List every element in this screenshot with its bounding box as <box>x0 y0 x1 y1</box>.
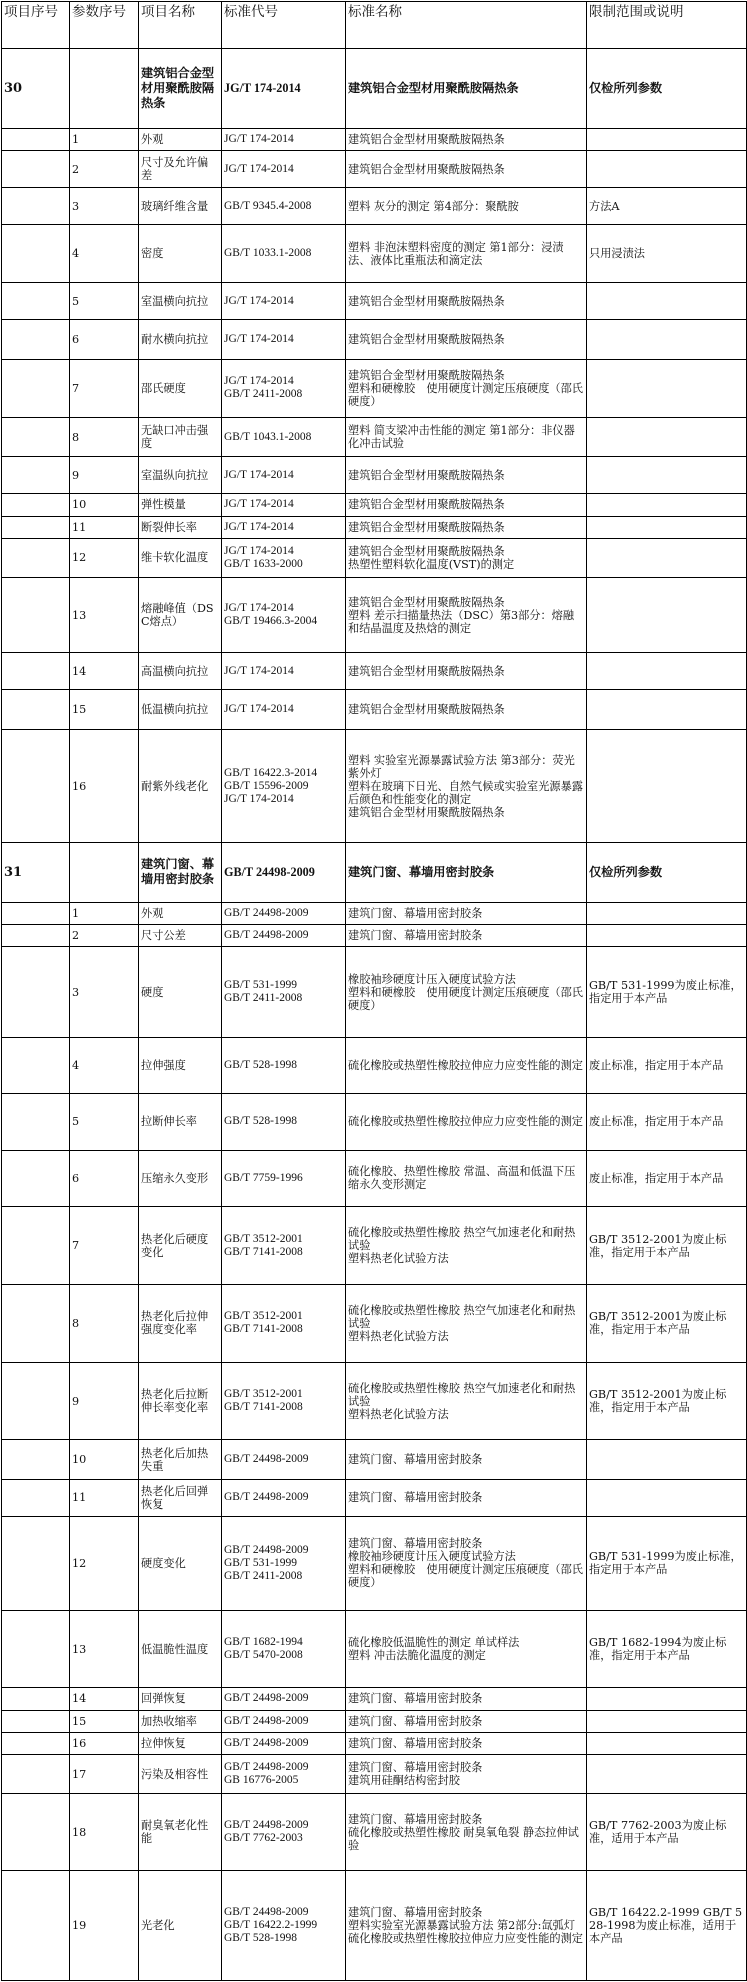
project-no-empty <box>2 653 70 690</box>
param-number: 3 <box>70 947 139 1038</box>
remark <box>587 690 747 729</box>
group-standard-code: GB/T 24498-2009 <box>222 843 346 902</box>
table-row <box>2 578 747 653</box>
item-name: 热老化后拉断伸长率变化率 <box>139 1362 222 1440</box>
standard-name: 建筑门窗、幕墙用密封胶条 <box>346 1688 587 1710</box>
standard-code: JG/T 174-2014 GB/T 2411-2008 <box>222 359 346 417</box>
standard-name: 橡胶袖珍硬度计压入硬度试验方法 塑料和硬橡胶 使用硬度计测定压痕硬度（邵氏硬度） <box>346 947 587 1038</box>
item-name: 外观 <box>139 129 222 151</box>
standard-name: 建筑铝合金型材用聚酰胺隔热条 <box>346 653 587 690</box>
group-param-empty <box>70 843 139 902</box>
table-row <box>2 729 747 843</box>
header-standard-name: 标准名称 <box>346 2 587 49</box>
header-item-name: 项目名称 <box>139 2 222 49</box>
param-number: 19 <box>70 1870 139 1980</box>
standard-name: 硫化橡胶或热塑性橡胶拉伸应力应变性能的测定 <box>346 1038 587 1094</box>
standard-code: GB/T 24498-2009 GB 16776-2005 <box>222 1755 346 1794</box>
remark <box>587 1440 747 1479</box>
project-no-empty <box>2 1710 70 1732</box>
table-row <box>2 320 747 359</box>
item-name: 热老化后硬度变化 <box>139 1207 222 1285</box>
param-number: 12 <box>70 538 139 577</box>
item-name: 污染及相容性 <box>139 1755 222 1794</box>
standard-name: 建筑铝合金型材用聚酰胺隔热条 <box>346 129 587 151</box>
standard-code: JG/T 174-2014 <box>222 151 346 188</box>
item-name: 低温横向抗拉 <box>139 690 222 729</box>
project-no-empty <box>2 578 70 653</box>
remark <box>587 320 747 359</box>
standard-code: JG/T 174-2014 <box>222 457 346 494</box>
param-number: 16 <box>70 729 139 843</box>
item-name: 无缺口冲击强度 <box>139 417 222 456</box>
remark <box>587 578 747 653</box>
remark <box>587 538 747 577</box>
param-number: 5 <box>70 1093 139 1150</box>
standard-code: JG/T 174-2014 <box>222 320 346 359</box>
item-name: 玻璃纤维含量 <box>139 188 222 225</box>
table-row <box>2 1870 747 1980</box>
standard-code: GB/T 3512-2001 GB/T 7141-2008 <box>222 1362 346 1440</box>
param-number: 17 <box>70 1755 139 1794</box>
item-name: 光老化 <box>139 1870 222 1980</box>
standard-code: GB/T 1043.1-2008 <box>222 417 346 456</box>
item-name: 熔融峰值（DSC熔点） <box>139 578 222 653</box>
item-name: 硬度变化 <box>139 1516 222 1610</box>
standard-name: 建筑门窗、幕墙用密封胶条 <box>346 1479 587 1516</box>
table-row <box>2 417 747 456</box>
table-row <box>2 1150 747 1207</box>
table-row <box>2 902 747 924</box>
param-number: 11 <box>70 516 139 538</box>
standard-name: 塑料 灰分的测定 第4部分：聚酰胺 <box>346 188 587 225</box>
param-number: 7 <box>70 359 139 417</box>
table-row <box>2 1755 747 1794</box>
item-name: 拉伸恢复 <box>139 1732 222 1754</box>
remark <box>587 359 747 417</box>
project-no-empty <box>2 1755 70 1794</box>
remark <box>587 1732 747 1754</box>
standard-name: 建筑门窗、幕墙用密封胶条 <box>346 1440 587 1479</box>
remark <box>587 1688 747 1710</box>
item-name: 硬度 <box>139 947 222 1038</box>
remark <box>587 1755 747 1794</box>
param-number: 6 <box>70 1150 139 1207</box>
standard-name: 建筑铝合金型材用聚酰胺隔热条 <box>346 690 587 729</box>
standard-code: GB/T 9345.4-2008 <box>222 188 346 225</box>
param-number: 9 <box>70 1362 139 1440</box>
project-no-empty <box>2 151 70 188</box>
remark: 只用浸渍法 <box>587 225 747 283</box>
standard-code: GB/T 1033.1-2008 <box>222 225 346 283</box>
standard-name: 建筑门窗、幕墙用密封胶条 <box>346 1710 587 1732</box>
table-row <box>2 653 747 690</box>
group-number: 30 <box>2 49 70 129</box>
table-row <box>2 151 747 188</box>
standard-code: GB/T 24498-2009 GB/T 16422.2-1999 GB/T 528-1998 <box>222 1870 346 1980</box>
standard-code: GB/T 528-1998 <box>222 1038 346 1094</box>
param-number: 15 <box>70 690 139 729</box>
header-row <box>2 2 747 49</box>
standard-code: GB/T 24498-2009 GB/T 531-1999 GB/T 2411-2008 <box>222 1516 346 1610</box>
standard-name: 硫化橡胶或热塑性橡胶 热空气加速老化和耐热试验 塑料热老化试验方法 <box>346 1362 587 1440</box>
remark <box>587 1710 747 1732</box>
remark <box>587 1479 747 1516</box>
param-number: 13 <box>70 1610 139 1688</box>
param-number: 10 <box>70 494 139 516</box>
standard-name: 建筑门窗、幕墙用密封胶条 橡胶袖珍硬度计压入硬度试验方法 塑料和硬橡胶 使用硬度计测定压痕硬度（邵氏硬度） <box>346 1516 587 1610</box>
table-row <box>2 924 747 946</box>
remark: GB/T 16422.2-1999 GB/T 528-1998为废止标准，适用于本产品 <box>587 1870 747 1980</box>
remark <box>587 457 747 494</box>
table-row <box>2 1093 747 1150</box>
item-name: 弹性模量 <box>139 494 222 516</box>
project-no-empty <box>2 516 70 538</box>
standard-code: GB/T 7759-1996 <box>222 1150 346 1207</box>
param-number: 11 <box>70 1479 139 1516</box>
standard-name: 建筑铝合金型材用聚酰胺隔热条 塑料和硬橡胶 使用硬度计测定压痕硬度（邵氏硬度） <box>346 359 587 417</box>
item-name: 加热收缩率 <box>139 1710 222 1732</box>
project-no-empty <box>2 359 70 417</box>
remark: 废止标准，指定用于本产品 <box>587 1150 747 1207</box>
project-no-empty <box>2 457 70 494</box>
standards-table <box>1 1 747 1981</box>
param-number: 14 <box>70 1688 139 1710</box>
group-param-empty <box>70 49 139 129</box>
param-number: 8 <box>70 417 139 456</box>
item-name: 外观 <box>139 902 222 924</box>
standard-name: 建筑铝合金型材用聚酰胺隔热条 <box>346 457 587 494</box>
table-row <box>2 129 747 151</box>
standard-name: 建筑铝合金型材用聚酰胺隔热条 <box>346 516 587 538</box>
item-name: 热老化后拉伸强度变化率 <box>139 1285 222 1363</box>
project-no-empty <box>2 188 70 225</box>
table-row <box>2 457 747 494</box>
param-number: 2 <box>70 924 139 946</box>
standard-code: GB/T 24498-2009 GB/T 7762-2003 <box>222 1794 346 1870</box>
header-standard-code: 标准代号 <box>222 2 346 49</box>
param-number: 1 <box>70 902 139 924</box>
standard-name: 建筑铝合金型材用聚酰胺隔热条 塑料 差示扫描量热法（DSC）第3部分：熔融和结晶温度及热焓的测定 <box>346 578 587 653</box>
remark: 废止标准，指定用于本产品 <box>587 1038 747 1094</box>
project-no-empty <box>2 417 70 456</box>
standard-code: JG/T 174-2014 GB/T 1633-2000 <box>222 538 346 577</box>
standard-name: 建筑门窗、幕墙用密封胶条 硫化橡胶或热塑性橡胶 耐臭氧龟裂 静态拉伸试验 <box>346 1794 587 1870</box>
remark: GB/T 7762-2003为废止标准，适用于本产品 <box>587 1794 747 1870</box>
remark <box>587 417 747 456</box>
standard-name: 硫化橡胶或热塑性橡胶 热空气加速老化和耐热试验 塑料热老化试验方法 <box>346 1285 587 1363</box>
standard-code: GB/T 16422.3-2014 GB/T 15596-2009 JG/T 174-2014 <box>222 729 346 843</box>
item-name: 热老化后加热失重 <box>139 1440 222 1479</box>
standard-name: 建筑铝合金型材用聚酰胺隔热条 <box>346 494 587 516</box>
param-number: 3 <box>70 188 139 225</box>
standard-name: 建筑铝合金型材用聚酰胺隔热条 <box>346 151 587 188</box>
standard-name: 硫化橡胶或热塑性橡胶拉伸应力应变性能的测定 <box>346 1093 587 1150</box>
standard-code: GB/T 24498-2009 <box>222 1479 346 1516</box>
standard-name: 建筑铝合金型材用聚酰胺隔热条 <box>346 283 587 320</box>
remark: GB/T 3512-2001为废止标准，指定用于本产品 <box>587 1362 747 1440</box>
remark: GB/T 3512-2001为废止标准，指定用于本产品 <box>587 1207 747 1285</box>
param-number: 1 <box>70 129 139 151</box>
header-param-no: 参数序号 <box>70 2 139 49</box>
item-name: 密度 <box>139 225 222 283</box>
project-no-empty <box>2 1610 70 1688</box>
project-no-empty <box>2 1516 70 1610</box>
project-no-empty <box>2 225 70 283</box>
project-no-empty <box>2 1732 70 1754</box>
item-name: 室温横向抗拉 <box>139 283 222 320</box>
remark: GB/T 1682-1994为废止标准，指定用于本产品 <box>587 1610 747 1688</box>
table-row <box>2 1285 747 1363</box>
standard-code: GB/T 24498-2009 <box>222 1440 346 1479</box>
project-no-empty <box>2 494 70 516</box>
standard-name: 建筑门窗、幕墙用密封胶条 塑料实验室光源暴露试验方法 第2部分:氙弧灯 硫化橡胶或热塑性橡胶拉伸应力应变性能的测定 <box>346 1870 587 1980</box>
standard-name: 塑料 实验室光源暴露试验方法 第3部分：荧光紫外灯 塑料在玻璃下日光、自然气候或实验室光源暴露后颜色和性能变化的测定 建筑铝合金型材用聚酰胺隔热条 <box>346 729 587 843</box>
item-name: 尺寸及允许偏差 <box>139 151 222 188</box>
item-name: 拉断伸长率 <box>139 1093 222 1150</box>
project-no-empty <box>2 947 70 1038</box>
table-row <box>2 1710 747 1732</box>
table-row <box>2 1732 747 1754</box>
standard-name: 建筑铝合金型材用聚酰胺隔热条 热塑性塑料软化温度(VST)的测定 <box>346 538 587 577</box>
header-project-no: 项目序号 <box>2 2 70 49</box>
param-number: 15 <box>70 1710 139 1732</box>
param-number: 14 <box>70 653 139 690</box>
item-name: 耐水横向抗拉 <box>139 320 222 359</box>
standard-code: JG/T 174-2014 GB/T 19466.3-2004 <box>222 578 346 653</box>
standard-code: JG/T 174-2014 <box>222 653 346 690</box>
param-number: 12 <box>70 1516 139 1610</box>
project-no-empty <box>2 1093 70 1150</box>
item-name: 耐臭氧老化性能 <box>139 1794 222 1870</box>
standard-code: JG/T 174-2014 <box>222 494 346 516</box>
project-no-empty <box>2 320 70 359</box>
item-name: 室温纵向抗拉 <box>139 457 222 494</box>
header-remark: 限制范围或说明 <box>587 2 747 49</box>
item-name: 断裂伸长率 <box>139 516 222 538</box>
project-no-empty <box>2 1038 70 1094</box>
table-row <box>2 516 747 538</box>
standard-code: GB/T 24498-2009 <box>222 1732 346 1754</box>
remark <box>587 129 747 151</box>
table-row <box>2 1516 747 1610</box>
standard-code: GB/T 24498-2009 <box>222 1688 346 1710</box>
project-no-empty <box>2 1285 70 1363</box>
group-standard-name: 建筑门窗、幕墙用密封胶条 <box>346 843 587 902</box>
standard-name: 建筑门窗、幕墙用密封胶条 <box>346 902 587 924</box>
param-number: 9 <box>70 457 139 494</box>
table-row <box>2 494 747 516</box>
standard-code: GB/T 528-1998 <box>222 1093 346 1150</box>
standard-code: JG/T 174-2014 <box>222 516 346 538</box>
standard-code: GB/T 3512-2001 GB/T 7141-2008 <box>222 1285 346 1363</box>
standard-code: GB/T 1682-1994 GB/T 5470-2008 <box>222 1610 346 1688</box>
project-no-empty <box>2 1794 70 1870</box>
remark <box>587 151 747 188</box>
table-row <box>2 1207 747 1285</box>
table-row <box>2 1610 747 1688</box>
project-no-empty <box>2 690 70 729</box>
param-number: 10 <box>70 1440 139 1479</box>
table-row <box>2 359 747 417</box>
table-body <box>2 49 747 1981</box>
param-number: 13 <box>70 578 139 653</box>
standard-code: JG/T 174-2014 <box>222 690 346 729</box>
param-number: 4 <box>70 225 139 283</box>
standard-name: 建筑门窗、幕墙用密封胶条 建筑用硅酮结构密封胶 <box>346 1755 587 1794</box>
remark <box>587 516 747 538</box>
remark: GB/T 531-1999为废止标准，指定用于本产品 <box>587 1516 747 1610</box>
standard-code: JG/T 174-2014 <box>222 283 346 320</box>
item-name: 热老化后回弹恢复 <box>139 1479 222 1516</box>
table-row <box>2 1362 747 1440</box>
table-row <box>2 1794 747 1870</box>
project-no-empty <box>2 924 70 946</box>
param-number: 5 <box>70 283 139 320</box>
remark <box>587 653 747 690</box>
item-name: 压缩永久变形 <box>139 1150 222 1207</box>
group-header-row <box>2 49 747 129</box>
remark <box>587 729 747 843</box>
remark <box>587 924 747 946</box>
project-no-empty <box>2 1207 70 1285</box>
param-number: 4 <box>70 1038 139 1094</box>
item-name: 拉伸强度 <box>139 1038 222 1094</box>
item-name: 耐紫外线老化 <box>139 729 222 843</box>
param-number: 8 <box>70 1285 139 1363</box>
standard-name: 塑料 简支梁冲击性能的测定 第1部分：非仪器化冲击试验 <box>346 417 587 456</box>
project-no-empty <box>2 538 70 577</box>
project-no-empty <box>2 902 70 924</box>
item-name: 回弹恢复 <box>139 1688 222 1710</box>
table-row <box>2 1038 747 1094</box>
item-name: 高温横向抗拉 <box>139 653 222 690</box>
remark: 方法A <box>587 188 747 225</box>
remark: 废止标准，指定用于本产品 <box>587 1093 747 1150</box>
remark <box>587 494 747 516</box>
standard-name: 建筑门窗、幕墙用密封胶条 <box>346 924 587 946</box>
standard-code: GB/T 24498-2009 <box>222 924 346 946</box>
param-number: 6 <box>70 320 139 359</box>
project-no-empty <box>2 729 70 843</box>
table-row <box>2 1479 747 1516</box>
project-no-empty <box>2 1362 70 1440</box>
param-number: 18 <box>70 1794 139 1870</box>
group-number: 31 <box>2 843 70 902</box>
group-name: 建筑铝合金型材用聚酰胺隔热条 <box>139 49 222 129</box>
table-row <box>2 1688 747 1710</box>
standard-code: JG/T 174-2014 <box>222 129 346 151</box>
table-row <box>2 283 747 320</box>
remark: GB/T 3512-2001为废止标准，指定用于本产品 <box>587 1285 747 1363</box>
table-row <box>2 690 747 729</box>
table-row <box>2 188 747 225</box>
project-no-empty <box>2 1440 70 1479</box>
group-standard-code: JG/T 174-2014 <box>222 49 346 129</box>
table-row <box>2 225 747 283</box>
project-no-empty <box>2 1479 70 1516</box>
project-no-empty <box>2 1150 70 1207</box>
project-no-empty <box>2 283 70 320</box>
group-name: 建筑门窗、幕墙用密封胶条 <box>139 843 222 902</box>
item-name: 低温脆性温度 <box>139 1610 222 1688</box>
table-row <box>2 1440 747 1479</box>
param-number: 7 <box>70 1207 139 1285</box>
param-number: 2 <box>70 151 139 188</box>
standard-name: 建筑门窗、幕墙用密封胶条 <box>346 1732 587 1754</box>
standard-code: GB/T 24498-2009 <box>222 1710 346 1732</box>
group-standard-name: 建筑铝合金型材用聚酰胺隔热条 <box>346 49 587 129</box>
param-number: 16 <box>70 1732 139 1754</box>
project-no-empty <box>2 129 70 151</box>
standard-code: GB/T 531-1999 GB/T 2411-2008 <box>222 947 346 1038</box>
standard-name: 硫化橡胶低温脆性的测定 单试样法 塑料 冲击法脆化温度的测定 <box>346 1610 587 1688</box>
item-name: 邵氏硬度 <box>139 359 222 417</box>
project-no-empty <box>2 1688 70 1710</box>
project-no-empty <box>2 1870 70 1980</box>
item-name: 维卡软化温度 <box>139 538 222 577</box>
standard-code: GB/T 3512-2001 GB/T 7141-2008 <box>222 1207 346 1285</box>
standard-name: 硫化橡胶、热塑性橡胶 常温、高温和低温下压缩永久变形测定 <box>346 1150 587 1207</box>
remark <box>587 902 747 924</box>
remark <box>587 283 747 320</box>
table-row <box>2 538 747 577</box>
standard-name: 硫化橡胶或热塑性橡胶 热空气加速老化和耐热试验 塑料热老化试验方法 <box>346 1207 587 1285</box>
remark: GB/T 531-1999为废止标准，指定用于本产品 <box>587 947 747 1038</box>
item-name: 尺寸公差 <box>139 924 222 946</box>
standard-name: 建筑铝合金型材用聚酰胺隔热条 <box>346 320 587 359</box>
table-row <box>2 947 747 1038</box>
standard-name: 塑料 非泡沫塑料密度的测定 第1部分：浸渍法、液体比重瓶法和滴定法 <box>346 225 587 283</box>
group-remark: 仅检所列参数 <box>587 49 747 129</box>
standard-code: GB/T 24498-2009 <box>222 902 346 924</box>
group-remark: 仅检所列参数 <box>587 843 747 902</box>
group-header-row <box>2 843 747 902</box>
